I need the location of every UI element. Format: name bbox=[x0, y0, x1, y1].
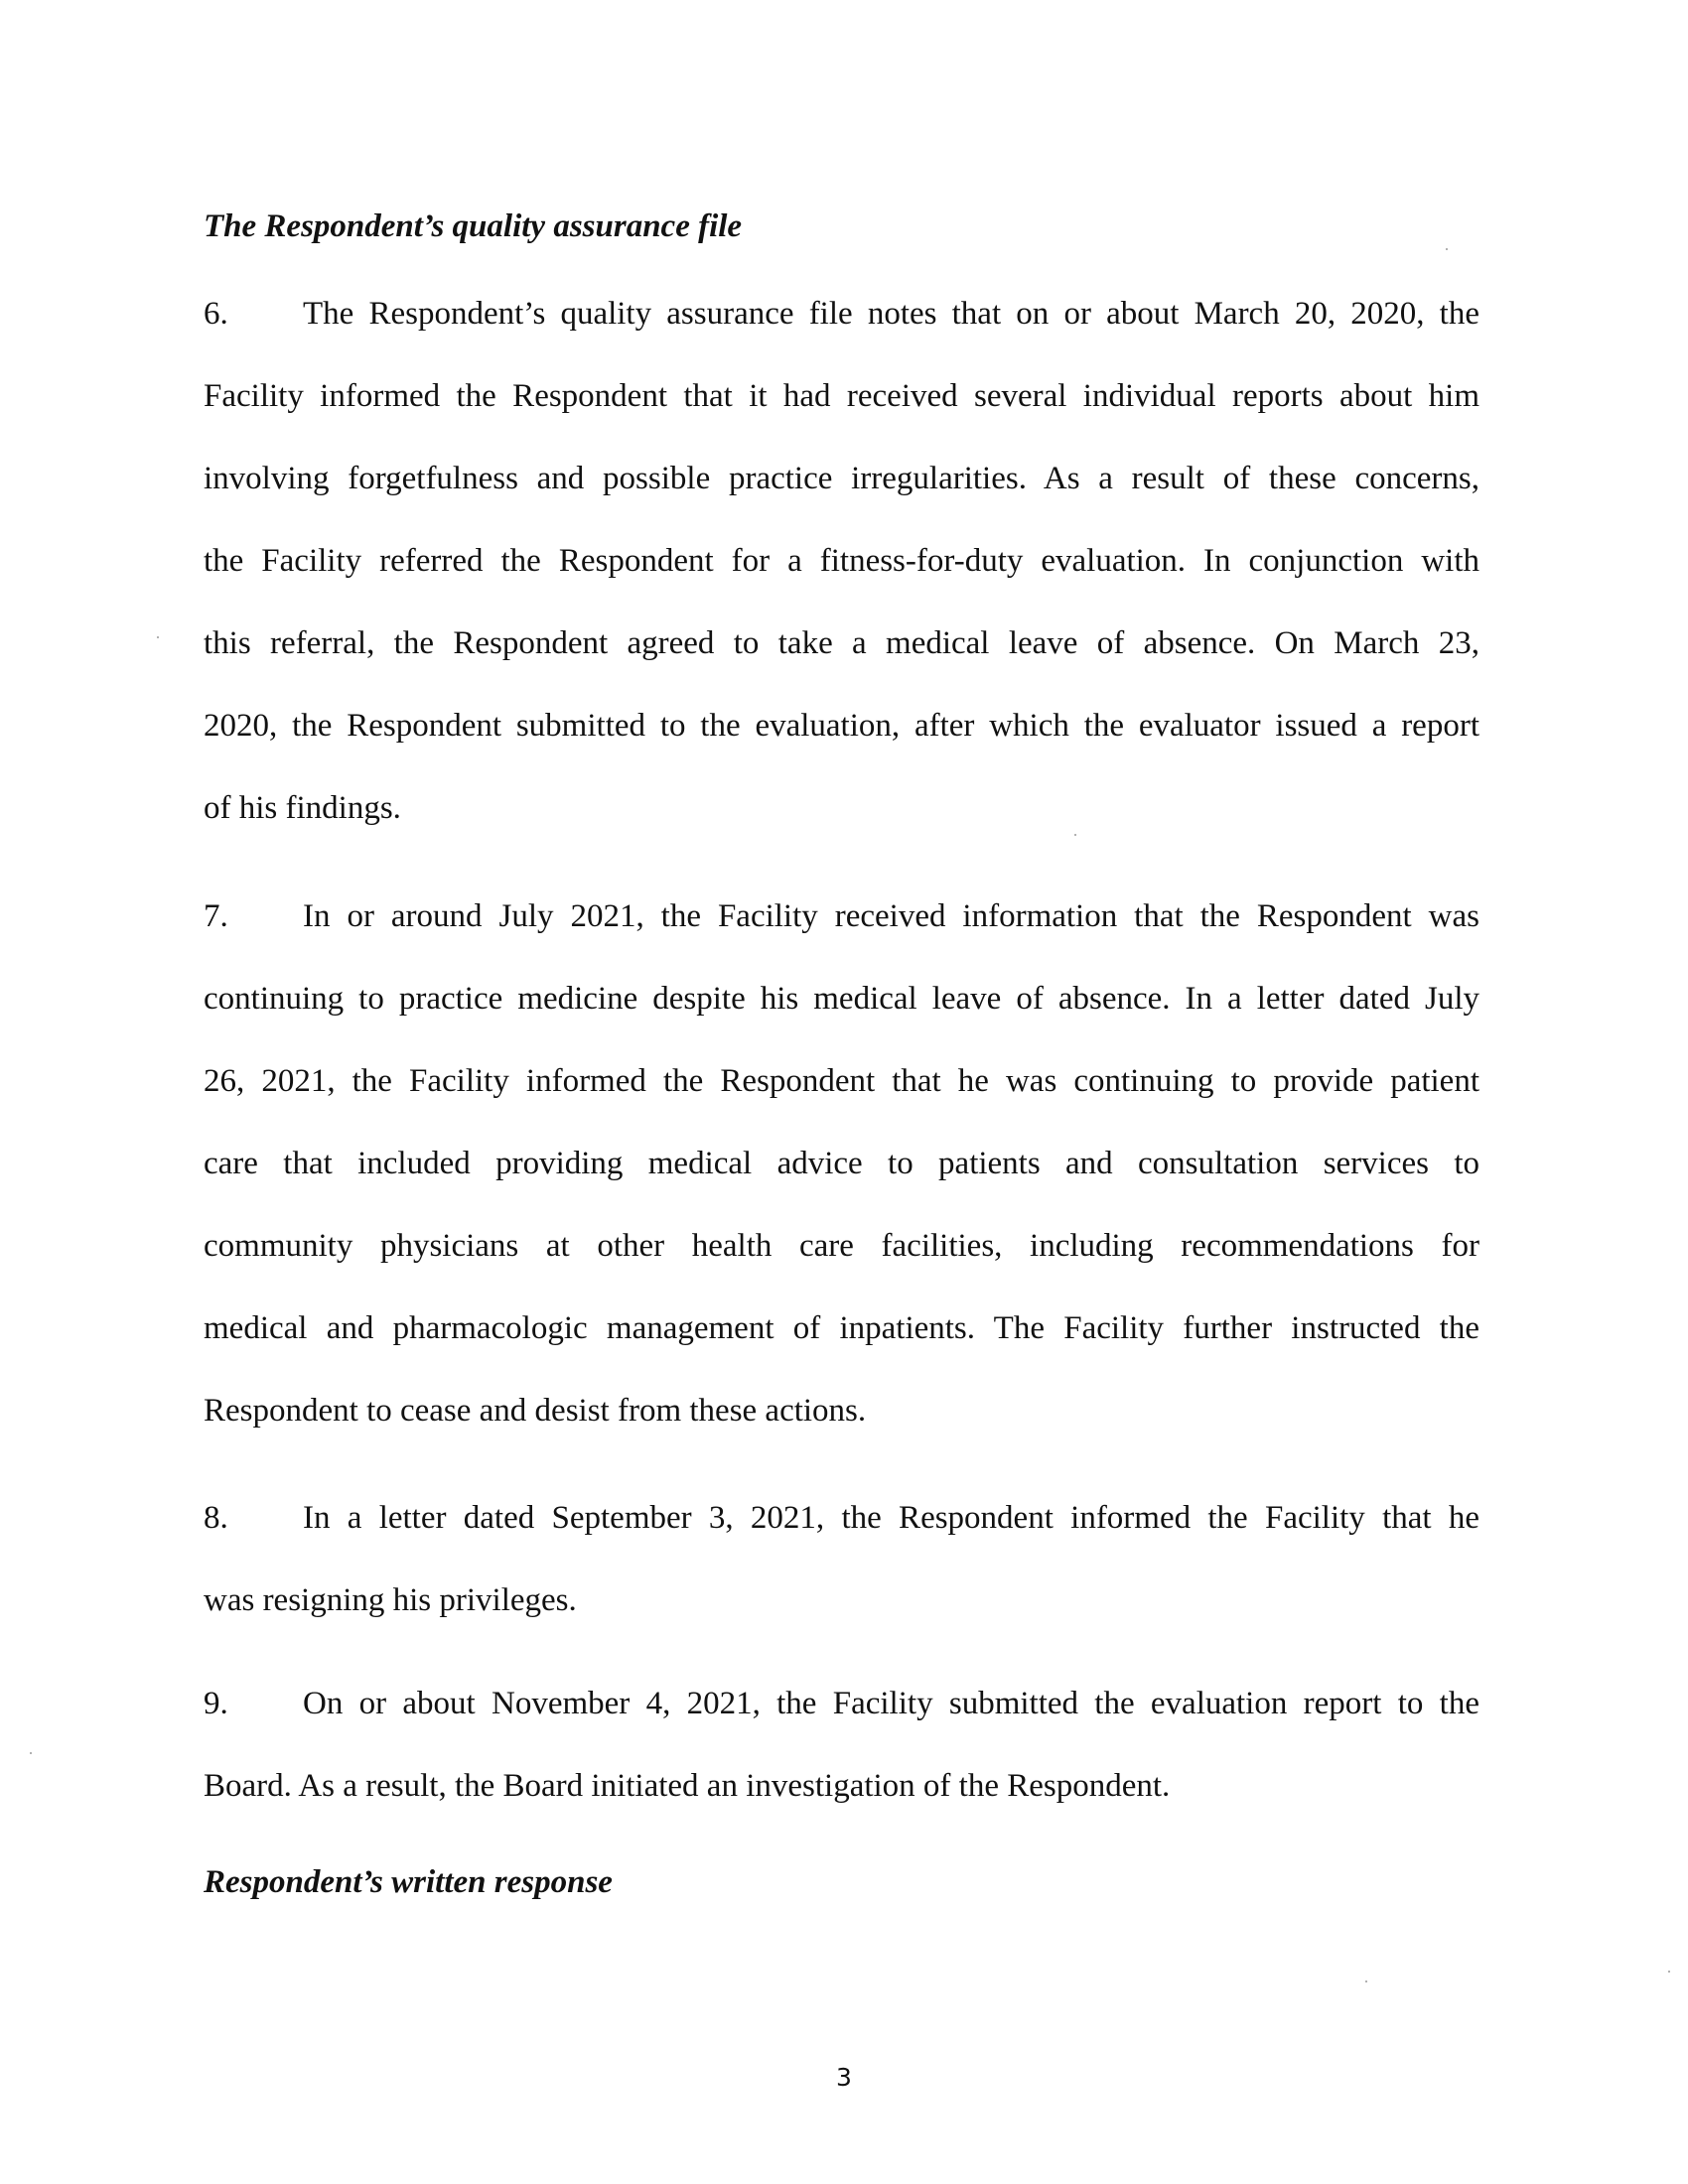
paragraph-line: care that included providing medical advice to patients and consultation services to bbox=[204, 1146, 1479, 1181]
paragraph-7 bbox=[204, 876, 1479, 1452]
scan-speck bbox=[1074, 834, 1076, 836]
paragraph-line: this referral, the Respondent agreed to take a medical leave of absence. On March 23, bbox=[204, 625, 1479, 661]
paragraph-line: Board. As a result, the Board initiated an investigation of the Respondent. bbox=[204, 1768, 1171, 1804]
paragraph-line: 8. In a letter dated September 3, 2021, the Respondent informed the Facility that he bbox=[204, 1477, 1479, 1560]
paragraph-6 bbox=[204, 273, 1479, 850]
paragraph-line: medical and pharmacologic management of inpatients. The Facility further instructed the bbox=[204, 1310, 1479, 1346]
paragraph-line: the Facility referred the Respondent for a fitness-for-duty evaluation. In conjunction with bbox=[204, 543, 1479, 579]
scan-speck bbox=[30, 1752, 32, 1754]
section-heading-written-response: Respondent’s written response bbox=[204, 1864, 613, 1900]
paragraph-9 bbox=[204, 1663, 1479, 1828]
paragraph-line: involving forgetfulness and possible practice irregularities. As a result of these concerns, bbox=[204, 461, 1479, 496]
section-heading-quality-assurance: The Respondent’s quality assurance file bbox=[204, 208, 743, 244]
paragraph-line: was resigning his privileges. bbox=[204, 1582, 577, 1618]
page-number: 3 bbox=[836, 2063, 852, 2092]
paragraph-line: 7. In or around July 2021, the Facility received information that the Respondent was bbox=[204, 876, 1479, 958]
paragraph-number: 9. bbox=[204, 1686, 228, 1721]
paragraph-line: Facility informed the Respondent that it had received several individual reports about him bbox=[204, 378, 1479, 414]
paragraph-line: 9. On or about November 4, 2021, the Facility submitted the evaluation report to the bbox=[204, 1663, 1479, 1745]
paragraph-line: Respondent to cease and desist from these actions. bbox=[204, 1393, 867, 1429]
scan-speck bbox=[1446, 248, 1448, 250]
paragraph-line: continuing to practice medicine despite his medical leave of absence. In a letter dated July bbox=[204, 981, 1479, 1017]
paragraph-line: of his findings. bbox=[204, 790, 401, 826]
paragraph-number: 7. bbox=[204, 898, 228, 934]
paragraph-line: 6. The Respondent’s quality assurance file notes that on or about March 20, 2020, the bbox=[204, 273, 1479, 355]
scan-speck bbox=[157, 636, 159, 638]
paragraph-line: community physicians at other health care facilities, including recommendations for bbox=[204, 1228, 1479, 1264]
paragraph-8 bbox=[204, 1477, 1479, 1642]
scan-speck bbox=[1365, 1980, 1367, 1982]
scan-speck bbox=[1668, 1971, 1670, 1973]
paragraph-number: 8. bbox=[204, 1500, 228, 1536]
paragraph-number: 6. bbox=[204, 296, 228, 332]
paragraph-line: 26, 2021, the Facility informed the Respondent that he was continuing to provide patient bbox=[204, 1063, 1479, 1099]
paragraph-line: 2020, the Respondent submitted to the evaluation, after which the evaluator issued a report bbox=[204, 708, 1479, 744]
